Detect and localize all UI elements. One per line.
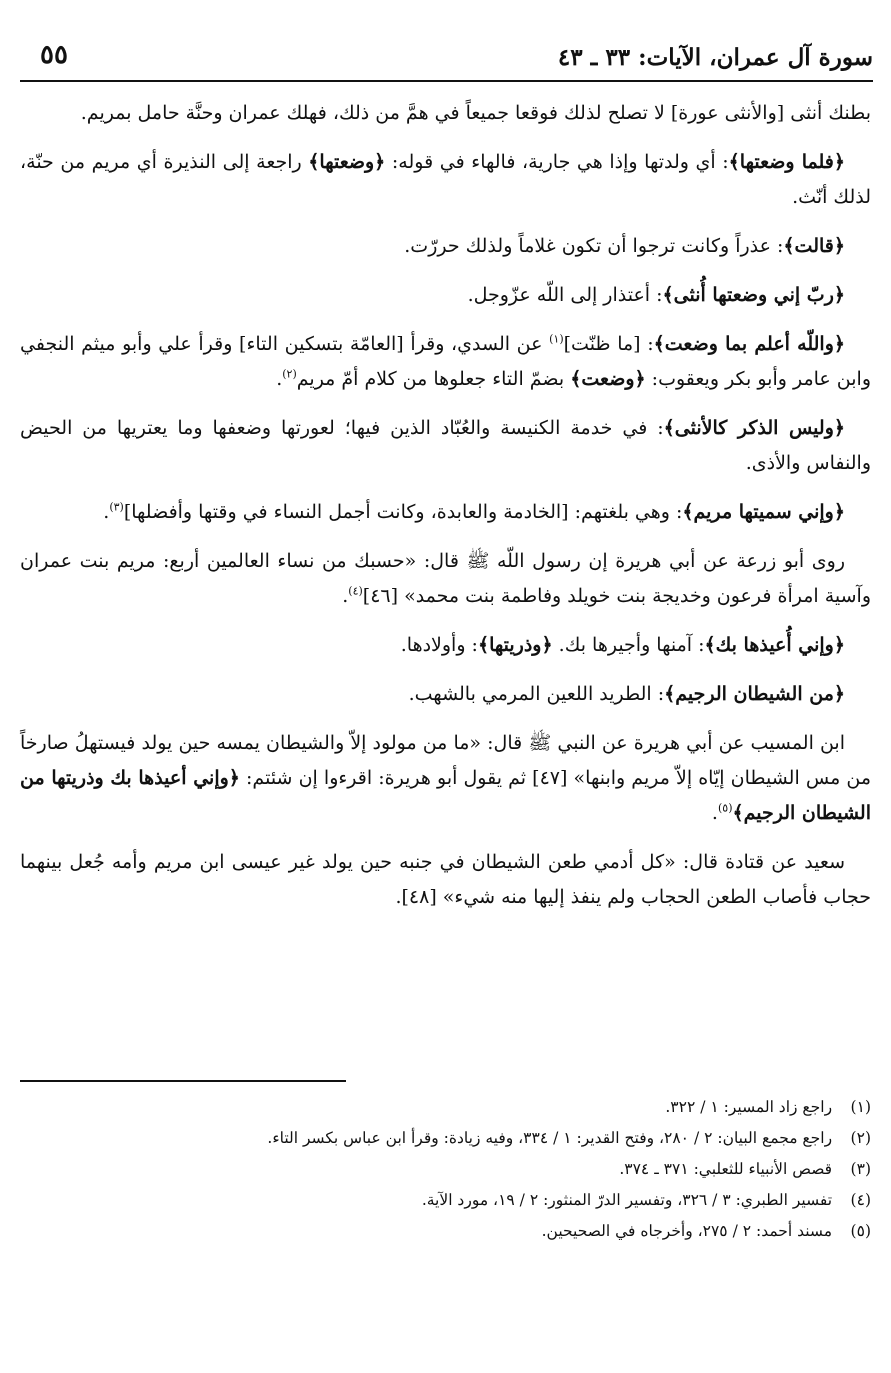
footnote-item	[20, 1216, 871, 1247]
footnote-number: (٥)	[850, 1222, 871, 1240]
paragraph-text: راجعة إلى النذيرة أي مريم من حنّة، لذلك أنّث.	[20, 151, 871, 208]
verse-quote: ﴿من الشيطان الرجيم﴾	[664, 683, 845, 705]
paragraph-text: : آمنها وأجيرها بك.	[552, 634, 705, 656]
verse-quote: ﴿وضعتها﴾	[308, 151, 386, 173]
paragraph-12	[20, 845, 871, 915]
paragraph-text: عن السدي، وقرأ [العامّة بتسكين التاء] وقرأ علي وأبو ميثم النجفي وابن عامر وأبو بكر ويعقوب:	[20, 333, 871, 390]
footnote-text: تفسير الطبري: ٣ / ٣٢٦، وتفسير الدرّ المنثور: ٢ / ١٩، مورد الآية.	[421, 1191, 833, 1209]
running-header	[20, 40, 873, 82]
chapter-title: سورة آل عمران، الآيات: ٣٣ ـ ٤٣	[557, 44, 873, 71]
paragraph-9	[20, 628, 871, 663]
footnote-number: (١)	[850, 1098, 871, 1116]
footnote-number: (٤)	[850, 1191, 871, 1209]
paragraph-text: : في خدمة الكنيسة والعُبّاد الذين فيها؛ لعورتها وضعفها وما يعتريها من الحيض والنفاس والأذى.	[20, 417, 871, 474]
paragraph-text: : أعتذار إلى اللّه عزّوجل.	[467, 284, 663, 306]
footnote-item	[20, 1092, 871, 1123]
main-text	[20, 96, 871, 929]
paragraph-text: : أي ولدتها وإذا هي جارية، فالهاء في قوله:	[385, 151, 729, 173]
verse-quote: ﴿واللّه أعلم بما وضعت﴾	[653, 333, 845, 355]
verse-quote: ﴿وليس الذكر كالأنثى﴾	[663, 417, 845, 439]
footnote-ref[interactable]: (٥)	[717, 801, 733, 815]
paragraph-text: .	[342, 585, 349, 607]
paragraph-text: : [ما ظنّت]	[563, 333, 654, 355]
footnote-text: راجع مجمع البيان: ٢ / ٢٨٠، وفتح القدير: ١ / ٣٣٤، وفيه زيادة: وقرأ ابن عباس بكسر التاء.	[267, 1129, 833, 1147]
paragraph-7	[20, 495, 871, 530]
footnote-text: قصص الأنبياء للثعلبي: ٣٧١ ـ ٣٧٤.	[619, 1160, 833, 1178]
verse-quote: ﴿وإني سميتها مريم﴾	[682, 501, 845, 523]
paragraph-text: .	[103, 501, 110, 523]
footnote-ref[interactable]: (٢)	[282, 367, 297, 381]
paragraph-text: روى أبو زرعة عن أبي هريرة إن رسول اللّه ﷺ قال: «حسبك من نساء العالمين أربع: مريم بنت عمران وآسية امرأة فرعون وخديجة بنت خويلد وفاطمة بنت محمد» [٤٦]	[20, 550, 871, 607]
paragraph-10	[20, 677, 871, 712]
paragraph-3	[20, 229, 871, 264]
paragraph-text: ابن المسيب عن أبي هريرة عن النبي ﷺ قال: «ما من مولود إلاّ والشيطان يمسه حين يولد فيستهلُ صارخاً من مس الشيطان إيّاه إلاّ مريم وابنها» [٤٧] ثم يقول أبو هريرة: اقرءوا إن شئتم:	[20, 732, 871, 789]
paragraph-text: .	[711, 802, 718, 824]
verse-quote: ﴿وذريتها﴾	[477, 634, 553, 656]
footnote-item	[20, 1154, 871, 1185]
paragraph-text: بطنك أنثى [والأنثى عورة] لا تصلح لذلك فوقعا جميعاً في همَّ من ذلك، فهلك عمران وحنَّة حامل بمريم.	[80, 102, 871, 124]
paragraph-11	[20, 726, 871, 831]
footnote-ref[interactable]: (١)	[549, 332, 564, 346]
verse-quote: ﴿وإني أعيذها بك وذريتها من الشيطان الرجيم﴾	[20, 767, 871, 824]
paragraph-text: .	[276, 368, 283, 390]
paragraph-text: : وهي بلغتهم: [الخادمة والعابدة، وكانت أجمل النساء في وقتها وأفضلها]	[123, 501, 683, 523]
footnote-ref[interactable]: (٣)	[109, 500, 124, 514]
paragraph-8	[20, 544, 871, 614]
verse-quote: ﴿وإني أُعيذها بك﴾	[704, 634, 845, 656]
footnote-number: (٣)	[850, 1160, 871, 1178]
paragraph-1	[20, 96, 871, 131]
footnote-text: راجع زاد المسير: ١ / ٣٢٢.	[665, 1098, 833, 1116]
paragraph-2	[20, 145, 871, 215]
page-number: ٥٥	[40, 40, 68, 70]
paragraph-text: : الطريد اللعين المرمي بالشهب.	[408, 683, 665, 705]
paragraph-text: : وأولادها.	[400, 634, 478, 656]
footnote-number: (٢)	[850, 1129, 871, 1147]
paragraph-text: بضمّ التاء جعلوها من كلام أمّ مريم	[296, 368, 571, 390]
footnote-item	[20, 1123, 871, 1154]
paragraph-text: سعيد عن قتادة قال: «كل أدمي طعن الشيطان في جنبه حين يولد غير عيسى ابن مريم وأمه جُعل بينهما حجاب فأصاب الطعن الحجاب ولم ينفذ إليها منه شيء» [٤٨].	[20, 851, 871, 908]
verse-quote: ﴿فلما وضعتها﴾	[728, 151, 846, 173]
verse-quote: ﴿وضعت﴾	[570, 368, 646, 390]
paragraph-text: : عذراً وكانت ترجوا أن تكون غلاماً ولذلك حررّت.	[404, 235, 784, 257]
footnote-item	[20, 1185, 871, 1216]
paragraph-6	[20, 411, 871, 481]
paragraph-4	[20, 278, 871, 313]
footnotes	[20, 1092, 871, 1247]
footnote-text: مسند أحمد: ٢ / ٢٧٥، وأخرجاه في الصحيحين.	[541, 1222, 833, 1240]
footnote-ref[interactable]: (٤)	[348, 584, 363, 598]
verse-quote: ﴿قالت﴾	[783, 235, 845, 257]
footnote-divider	[20, 1080, 346, 1082]
paragraph-5	[20, 327, 871, 397]
verse-quote: ﴿ربّ إني وضعتها أُنثى﴾	[662, 284, 845, 306]
